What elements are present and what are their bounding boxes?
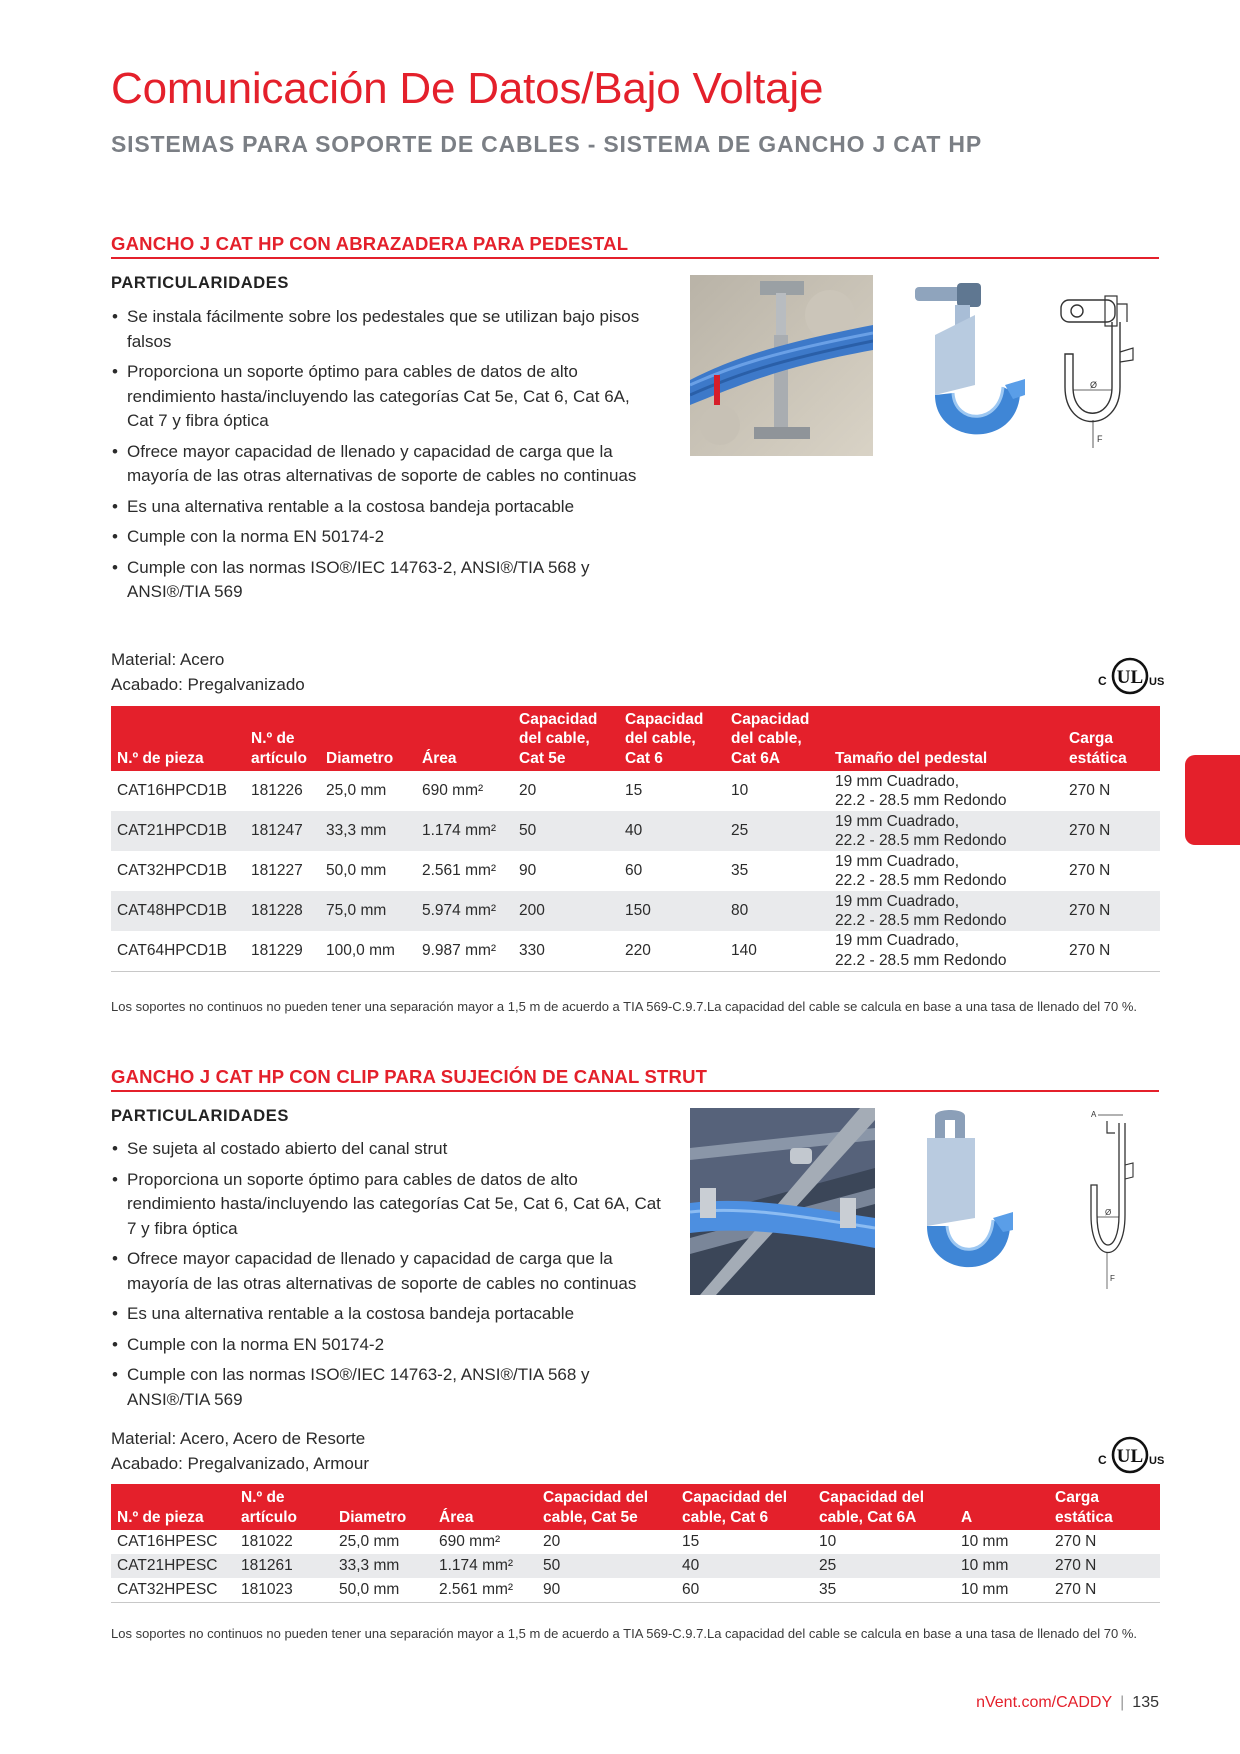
table-row — [111, 931, 1160, 971]
table-cell: 80 — [725, 891, 829, 931]
table-header-row — [111, 706, 1160, 771]
ul-logo-mark: UL — [1116, 1446, 1144, 1467]
material-text: Material: Acero — [111, 650, 225, 669]
column-header: N.º de pieza — [111, 706, 245, 771]
table-cell: 690 mm² — [422, 782, 484, 800]
table-cell: 25,0 mm — [326, 782, 387, 800]
table-cell: CAT21HPESC — [111, 1554, 235, 1578]
table-cell: 50,0 mm — [326, 862, 387, 880]
column-header: Carga estática — [1063, 706, 1160, 771]
column-header: Capacidad del cable, Cat 6 — [676, 1484, 813, 1530]
feature-item: • Cumple con la norma EN 50174-2 — [111, 1333, 671, 1358]
jhook-technical-drawing — [1045, 292, 1173, 454]
column-header: Área — [416, 706, 513, 771]
table-cell: 60 — [676, 1578, 813, 1602]
ul-logo-mark: UL — [1116, 667, 1144, 688]
section-divider — [111, 257, 1159, 259]
ul-certification-logo — [1090, 656, 1170, 696]
drawing-label-a: A — [1091, 1110, 1097, 1119]
table-cell: 270 N — [1063, 811, 1160, 851]
table-cell: 150 — [619, 891, 725, 931]
feature-item: • Proporciona un soporte óptimo para cables de datos de alto rendimiento hasta/incluyendo las categorías Cat 5e, Cat 6, Cat 6A, Cat 7 y fibra óptica — [111, 1168, 671, 1242]
table-cell: 200 — [513, 891, 619, 931]
table-header-row — [111, 1484, 1160, 1530]
page-subtitle: SISTEMAS PARA SOPORTE DE CABLES - SISTEMA DE GANCHO J CAT HP — [111, 131, 982, 157]
page-footer — [0, 1694, 1159, 1712]
table-cell: 181247 — [245, 811, 320, 851]
feature-item: • Se sujeta al costado abierto del canal strut — [111, 1137, 671, 1162]
table-row — [111, 1554, 1160, 1578]
column-header: Diametro — [333, 1484, 433, 1530]
section-tab-marker — [1185, 755, 1240, 845]
features-heading: PARTICULARIDADES — [111, 1107, 289, 1125]
table-row — [111, 1578, 1160, 1602]
page-title: Comunicación De Datos/Bajo Voltaje — [111, 64, 824, 113]
ul-certification-logo — [1090, 1435, 1170, 1475]
column-header: Capacidad del cable, Cat 6A — [813, 1484, 955, 1530]
spec-table-strut — [111, 1484, 1160, 1603]
table-cell: 50,0 mm — [333, 1578, 433, 1602]
table-cell: 690 mm² — [439, 1533, 501, 1551]
table-cell: 33,3 mm — [333, 1554, 433, 1578]
table-cell: 270 N — [1063, 891, 1160, 931]
feature-item: • Cumple con las normas ISO®/IEC 14763-2, ANSI®/TIA 568 y ANSI®/TIA 569 — [111, 1363, 671, 1412]
ul-logo-right: US — [1149, 1455, 1165, 1467]
ul-logo-graphic — [1090, 656, 1170, 696]
table-cell: 90 — [537, 1578, 676, 1602]
column-header: Capacidad del cable, Cat 6 — [619, 706, 725, 771]
table-cell: 270 N — [1069, 862, 1111, 880]
table-cell: 25 — [813, 1554, 955, 1578]
table-cell: 140 — [725, 931, 829, 971]
features-heading: PARTICULARIDADES — [111, 274, 289, 292]
table-cell: 19 mm Cuadrado, 22.2 - 28.5 mm Redondo — [835, 772, 1007, 809]
table-cell: 40 — [619, 811, 725, 851]
table-cell: 1.174 mm² — [433, 1554, 537, 1578]
table-footnote: Los soportes no continuos no pueden tener una separación mayor a 1,5 m de acuerdo a TIA 569-C.9.7.La capacidad del cable se calcula en base a una tasa de llenado del 70 %. — [111, 1626, 1138, 1641]
feature-item: • Es una alternativa rentable a la costosa bandeja portacable — [111, 1302, 671, 1327]
table-cell: 50 — [537, 1554, 676, 1578]
table-cell: 19 mm Cuadrado, 22.2 - 28.5 mm Redondo — [829, 811, 1063, 851]
table-cell: 33,3 mm — [320, 811, 416, 851]
table-cell: 20 — [543, 1533, 561, 1551]
table-row — [111, 771, 1160, 811]
table-cell: 50 — [513, 811, 619, 851]
table-cell: 181229 — [245, 931, 320, 971]
ul-logo-right: US — [1149, 676, 1165, 688]
jhook-photo-illustration — [895, 275, 1035, 460]
section-divider — [111, 1090, 1159, 1092]
table-cell: 2.561 mm² — [433, 1578, 537, 1602]
column-header: Carga estática — [1049, 1484, 1160, 1530]
feature-item: • Ofrece mayor capacidad de llenado y capacidad de carga que la mayoría de las otras alternativas de soporte de cables no continuas — [111, 1247, 671, 1296]
table-cell: 5.974 mm² — [416, 891, 513, 931]
product-photo-pedestal-installation — [690, 275, 873, 456]
column-header: Tamaño del pedestal — [829, 706, 1063, 771]
table-cell: 181023 — [235, 1578, 333, 1602]
feature-item: • Cumple con la norma EN 50174-2 — [111, 525, 651, 550]
column-header: A — [955, 1484, 1049, 1530]
table-cell: CAT32HPCD1B — [117, 862, 227, 880]
table-cell: 10 mm — [955, 1554, 1049, 1578]
table-cell: 35 — [813, 1578, 955, 1602]
table-cell: 181228 — [245, 891, 320, 931]
column-header: N.º de artículo — [245, 706, 320, 771]
ul-logo-graphic — [1090, 1435, 1170, 1475]
table-cell: 2.561 mm² — [422, 862, 497, 880]
table-cell: 270 N — [1049, 1554, 1160, 1578]
column-header: Capacidad del cable, Cat 6A — [725, 706, 829, 771]
table-cell: 19 mm Cuadrado, 22.2 - 28.5 mm Redondo — [829, 891, 1063, 931]
table-cell: 10 — [731, 782, 749, 800]
table-cell: 181226 — [251, 782, 303, 800]
table-row — [111, 811, 1160, 851]
table-cell: 19 mm Cuadrado, 22.2 - 28.5 mm Redondo — [829, 931, 1063, 971]
table-cell: 25 — [725, 811, 829, 851]
ul-logo-left: C — [1098, 1453, 1107, 1467]
table-cell: 181261 — [235, 1554, 333, 1578]
table-cell: 10 — [819, 1533, 837, 1551]
feature-item: • Proporciona un soporte óptimo para cables de datos de alto rendimiento hasta/incluyendo las categorías Cat 5e, Cat 6, Cat 6A, Cat 7 y fibra óptica — [111, 360, 651, 434]
material-info — [111, 1427, 369, 1476]
table-cell: 19 mm Cuadrado, 22.2 - 28.5 mm Redondo — [835, 852, 1007, 889]
feature-item: • Se instala fácilmente sobre los pedestales que se utilizan bajo pisos falsos — [111, 305, 651, 354]
table-cell: 75,0 mm — [320, 891, 416, 931]
table-cell: 270 N — [1063, 931, 1160, 971]
jhook-strut-photo-illustration — [905, 1108, 1020, 1288]
table-cell: 330 — [513, 931, 619, 971]
product-photo-strut-installation — [690, 1108, 875, 1295]
feature-item: • Cumple con las normas ISO®/IEC 14763-2, ANSI®/TIA 568 y ANSI®/TIA 569 — [111, 556, 651, 605]
table-cell: CAT64HPCD1B — [111, 931, 245, 971]
drawing-label-f: F — [1097, 434, 1103, 444]
drawing-label-diameter: Ø — [1105, 1208, 1112, 1217]
table-cell: 270 N — [1069, 782, 1111, 800]
column-header: Área — [433, 1484, 537, 1530]
material-text: Material: Acero, Acero de Resorte — [111, 1429, 366, 1448]
table-cell: CAT32HPESC — [111, 1578, 235, 1602]
table-cell: 40 — [676, 1554, 813, 1578]
finish-text: Acabado: Pregalvanizado — [111, 674, 305, 694]
table-cell: 181022 — [241, 1533, 293, 1551]
product-photo-jhook-strut — [905, 1108, 1020, 1288]
table-cell: 20 — [519, 782, 537, 800]
strut-photo-illustration — [690, 1108, 875, 1295]
table-row — [111, 851, 1160, 891]
drawing-label-f: F — [1110, 1274, 1115, 1283]
drawing-label-diameter: Ø — [1090, 380, 1098, 390]
ul-logo-left: C — [1098, 674, 1107, 688]
jhook-strut-technical-drawing — [1085, 1105, 1175, 1295]
page-number: 135 — [1132, 1694, 1159, 1711]
column-header: Capacidad del cable, Cat 5e — [513, 706, 619, 771]
table-cell: 60 — [625, 862, 643, 880]
column-header: Capacidad del cable, Cat 5e — [537, 1484, 676, 1530]
section-title-strut: GANCHO J CAT HP CON CLIP PARA SUJECIÓN DE CANAL STRUT — [111, 1066, 708, 1087]
finish-text: Acabado: Pregalvanizado, Armour — [111, 1453, 369, 1473]
table-cell: 270 N — [1055, 1533, 1097, 1551]
table-cell: CAT21HPCD1B — [111, 811, 245, 851]
feature-item: • Es una alternativa rentable a la costosa bandeja portacable — [111, 495, 651, 520]
table-row — [111, 891, 1160, 931]
column-header: Diametro — [320, 706, 416, 771]
table-cell: 181227 — [251, 862, 303, 880]
features-list — [111, 305, 651, 611]
footer-separator: | — [1120, 1694, 1125, 1711]
material-info — [111, 648, 305, 697]
table-footnote: Los soportes no continuos no pueden tener una separación mayor a 1,5 m de acuerdo a TIA 569-C.9.7.La capacidad del cable se calcula en base a una tasa de llenado del 70 %. — [111, 999, 1138, 1014]
table-cell: CAT48HPCD1B — [111, 891, 245, 931]
table-cell: 35 — [731, 862, 749, 880]
table-cell: 10 mm — [961, 1533, 1009, 1551]
table-cell: 270 N — [1049, 1578, 1160, 1602]
table-cell: 9.987 mm² — [416, 931, 513, 971]
section-title-pedestal: GANCHO J CAT HP CON ABRAZADERA PARA PEDESTAL — [111, 233, 629, 254]
technical-drawing-strut — [1085, 1105, 1175, 1295]
column-header: N.º de pieza — [111, 1484, 235, 1530]
spec-table-pedestal — [111, 706, 1160, 972]
technical-drawing-pedestal — [1045, 292, 1173, 454]
footer-url[interactable]: nVent.com/CADDY — [976, 1694, 1113, 1711]
pedestal-photo-illustration — [690, 275, 873, 456]
table-row — [111, 1530, 1160, 1554]
table-cell: 15 — [682, 1533, 700, 1551]
column-header: N.º de artículo — [235, 1484, 333, 1530]
table-cell: CAT16HPCD1B — [117, 782, 227, 800]
table-cell: 10 mm — [955, 1578, 1049, 1602]
table-cell: 25,0 mm — [339, 1533, 400, 1551]
product-photo-jhook-pedestal — [895, 275, 1035, 460]
features-list — [111, 1137, 671, 1418]
table-cell: 1.174 mm² — [416, 811, 513, 851]
feature-item: • Ofrece mayor capacidad de llenado y capacidad de carga que la mayoría de las otras alternativas de soporte de cables no continuas — [111, 440, 651, 489]
table-cell: CAT16HPESC — [117, 1533, 218, 1551]
table-cell: 90 — [519, 862, 537, 880]
table-cell: 100,0 mm — [320, 931, 416, 971]
table-cell: 15 — [625, 782, 643, 800]
table-cell: 220 — [619, 931, 725, 971]
